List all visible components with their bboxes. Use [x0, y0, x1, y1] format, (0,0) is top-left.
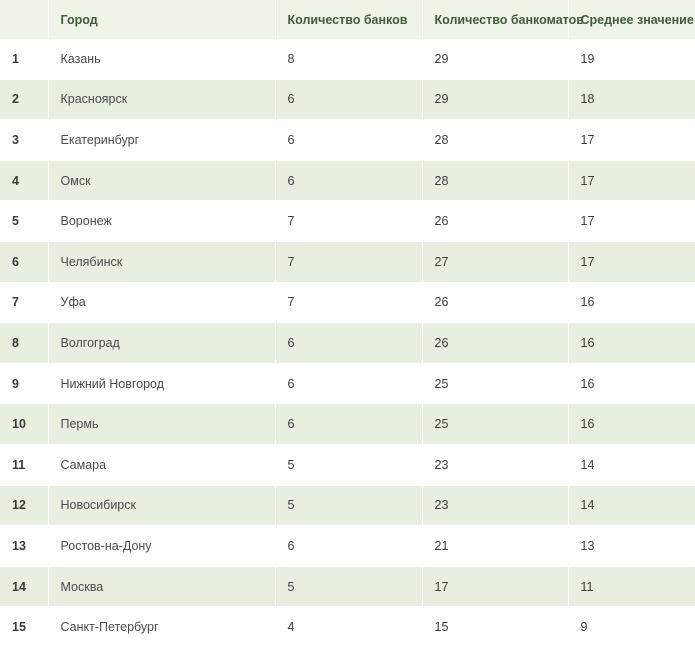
- table-row: [0, 485, 695, 526]
- cell-city: Москва: [48, 566, 275, 607]
- cell-banks: 6: [275, 363, 422, 404]
- table-row: [0, 363, 695, 404]
- cell-banks: 7: [275, 241, 422, 282]
- column-header-rank: [0, 0, 48, 39]
- cell-city: Екатеринбург: [48, 120, 275, 161]
- table-header: [0, 0, 695, 39]
- cell-banks: 6: [275, 323, 422, 364]
- cell-avg: 16: [568, 404, 695, 445]
- cell-city: Волгоград: [48, 323, 275, 364]
- cell-rank: 12: [0, 485, 48, 526]
- cell-city: Санкт-Петербург: [48, 607, 275, 648]
- cell-banks: 6: [275, 79, 422, 120]
- table-row: [0, 79, 695, 120]
- cell-atms: 17: [422, 566, 568, 607]
- cell-avg: 11: [568, 566, 695, 607]
- cell-rank: 5: [0, 201, 48, 242]
- cell-banks: 5: [275, 566, 422, 607]
- cell-city: Воронеж: [48, 201, 275, 242]
- cell-rank: 14: [0, 566, 48, 607]
- cell-rank: 10: [0, 404, 48, 445]
- table-row: [0, 444, 695, 485]
- cell-banks: 6: [275, 404, 422, 445]
- cell-avg: 16: [568, 323, 695, 364]
- cell-rank: 2: [0, 79, 48, 120]
- cell-atms: 29: [422, 79, 568, 120]
- table-row: [0, 120, 695, 161]
- cell-city: Красноярск: [48, 79, 275, 120]
- cell-banks: 7: [275, 201, 422, 242]
- cell-avg: 14: [568, 444, 695, 485]
- column-header-atms: Количество банкоматов: [422, 0, 568, 39]
- cell-city: Самара: [48, 444, 275, 485]
- cell-banks: 7: [275, 282, 422, 323]
- column-header-banks: Количество банков: [275, 0, 422, 39]
- cell-avg: 16: [568, 363, 695, 404]
- cell-banks: 6: [275, 120, 422, 161]
- cell-avg: 17: [568, 241, 695, 282]
- cell-avg: 13: [568, 526, 695, 567]
- cell-atms: 21: [422, 526, 568, 567]
- cell-atms: 23: [422, 485, 568, 526]
- cell-banks: 5: [275, 485, 422, 526]
- cell-rank: 4: [0, 160, 48, 201]
- cell-atms: 23: [422, 444, 568, 485]
- cell-rank: 8: [0, 323, 48, 364]
- table-header-row: [0, 0, 695, 39]
- cell-city: Казань: [48, 39, 275, 79]
- cell-city: Челябинск: [48, 241, 275, 282]
- cell-city: Уфа: [48, 282, 275, 323]
- cell-avg: 18: [568, 79, 695, 120]
- column-header-city: Город: [48, 0, 275, 39]
- table-row: [0, 282, 695, 323]
- cell-avg: 17: [568, 201, 695, 242]
- cell-banks: 4: [275, 607, 422, 648]
- table-row: [0, 201, 695, 242]
- cell-rank: 7: [0, 282, 48, 323]
- cell-city: Пермь: [48, 404, 275, 445]
- cell-rank: 15: [0, 607, 48, 648]
- cell-rank: 1: [0, 39, 48, 79]
- cell-city: Нижний Новгород: [48, 363, 275, 404]
- cell-avg: 16: [568, 282, 695, 323]
- cell-atms: 26: [422, 323, 568, 364]
- cell-rank: 13: [0, 526, 48, 567]
- table-body: [0, 39, 695, 647]
- cell-rank: 6: [0, 241, 48, 282]
- cell-atms: 15: [422, 607, 568, 648]
- cell-avg: 19: [568, 39, 695, 79]
- cell-rank: 11: [0, 444, 48, 485]
- cell-city: Ростов-на-Дону: [48, 526, 275, 567]
- cell-banks: 6: [275, 526, 422, 567]
- cell-banks: 6: [275, 160, 422, 201]
- cell-atms: 27: [422, 241, 568, 282]
- cell-avg: 9: [568, 607, 695, 648]
- cell-atms: 28: [422, 160, 568, 201]
- column-header-avg: Среднее значение: [568, 0, 695, 39]
- cell-city: Новосибирск: [48, 485, 275, 526]
- table-row: [0, 526, 695, 567]
- table-row: [0, 241, 695, 282]
- cell-city: Омск: [48, 160, 275, 201]
- cell-atms: 25: [422, 404, 568, 445]
- table-row: [0, 39, 695, 79]
- cell-avg: 17: [568, 160, 695, 201]
- cell-rank: 9: [0, 363, 48, 404]
- cell-atms: 26: [422, 282, 568, 323]
- cell-banks: 8: [275, 39, 422, 79]
- cell-avg: 17: [568, 120, 695, 161]
- table-row: [0, 404, 695, 445]
- cell-avg: 14: [568, 485, 695, 526]
- cell-rank: 3: [0, 120, 48, 161]
- cell-atms: 28: [422, 120, 568, 161]
- cell-atms: 29: [422, 39, 568, 79]
- table-row: [0, 160, 695, 201]
- cell-banks: 5: [275, 444, 422, 485]
- table-row: [0, 607, 695, 648]
- cell-atms: 25: [422, 363, 568, 404]
- cell-atms: 26: [422, 201, 568, 242]
- table-row: [0, 323, 695, 364]
- table-row: [0, 566, 695, 607]
